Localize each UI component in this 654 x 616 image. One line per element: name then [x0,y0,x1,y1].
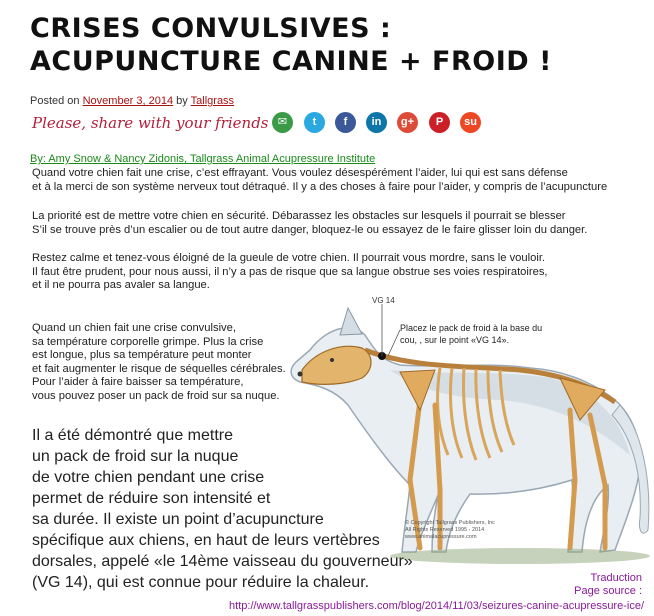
google-plus-share-button[interactable] [397,112,418,133]
share-label: Please, share with your friends [32,114,269,132]
text-line: (VG 14), qui est connue pour réduire la chaleur. [32,574,370,591]
text-line: spécifique aux chiens, en haut de leurs vertèbres [32,532,380,549]
text-line: cou, , sur le point «VG 14». [400,335,510,345]
facebook-icon: f [343,116,348,128]
text-line: All Rights Reserved 1995 - 2014 [405,527,485,533]
stumbleupon-icon: su [464,116,477,128]
post-date-link[interactable]: November 3, 2014 [82,95,174,107]
email-icon: ✉ [277,116,288,128]
posted-on-label: Posted on [30,95,80,107]
text-line: Il faut être prudent, pour nous aussi, il n’y a pas de risque que sa langue obstrue ses voies respiratoires, [32,265,548,278]
linkedin-share-button[interactable] [366,112,387,133]
text-line: permet de réduire son intensité et [32,490,271,507]
post-title [30,12,640,78]
twitter-share-button[interactable] [304,112,325,133]
text-line: et à la merci de son système nerveux tout détraqué. Il y a des choses à faire pour l’aider, y compris de l’acupuncture [32,180,608,193]
google-plus-icon: g+ [400,116,415,128]
by-label: by [176,95,188,107]
text-line: vous pouvez poser un pack de froid sur sa nuque. [32,389,280,402]
pinterest-share-button[interactable] [429,112,450,133]
text-line: sa durée. Il existe un point d’acupuncture [32,511,324,528]
text-line: © Copyright Tallgrass Publishers, Inc [405,520,495,526]
text-line: Il a été démontré que mettre [32,427,233,444]
text-line: Quand votre chien fait une crise, c’est effrayant. Vous voulez désespérément l’aider, lui qui est sans défense [32,167,568,179]
cold-pack-callout [400,322,542,346]
paragraph-safety [32,210,587,237]
source-url-link[interactable]: http://www.tallgrasspublishers.com/blog/2014/11/03/seizures-canine-acupressure-ice/ [229,600,644,612]
illustration-copyright [405,520,495,541]
text-line: S’il se trouve près d’un escalier ou de tout autre danger, bloquez-le ou essayez de le faire glisser loin du danger. [32,223,588,236]
post-title-line-2: ACUPUNCTURE CANINE + FROID ! [30,46,552,77]
text-line: Placez le pack de froid à la base du [400,323,543,333]
vg14-point-label: VG 14 [372,296,395,305]
paragraph-calm [32,252,548,293]
facebook-share-button[interactable] [335,112,356,133]
text-line: et fait augmenter le risque de séquelles cérébrales. [32,362,286,375]
text-line: de votre chien pendant une crise [32,469,265,486]
post-title-line-1: CRISES CONVULSIVES : [30,13,392,44]
byline-link[interactable]: By: Amy Snow & Nancy Zidonis, Tallgrass Animal Acupressure Institute [30,153,376,165]
text-line: La priorité est de mettre votre chien en sécurité. Débarassez les obstacles sur lesquels il pourrait se blesser [32,210,566,222]
text-line: www.animalacupressure.com [405,534,477,540]
email-share-button[interactable] [272,112,293,133]
author-link[interactable]: Tallgrass [190,95,235,107]
pinterest-icon: P [435,116,444,128]
text-line: et il ne pourra pas avaler sa langue. [32,279,210,291]
text-line: Pour l’aider à faire baisser sa température, [32,376,244,389]
linkedin-icon: in [371,116,382,128]
post-meta [30,95,234,107]
source-credit [574,572,642,598]
twitter-icon: t [312,116,317,128]
text-line: est longue, plus sa température peut monter [32,349,252,362]
translation-label: Traduction [590,572,642,584]
stumbleupon-share-button[interactable] [460,112,481,133]
text-line: dorsales, appelé «le 14ème vaisseau du gouverneur» [32,553,413,570]
paragraph-acupoint [32,425,413,593]
paragraph-intro [32,167,607,194]
text-line: un pack de froid sur la nuque [32,448,239,465]
paragraph-temperature [32,322,286,404]
text-line: Restez calme et tenez-vous éloigné de la gueule de votre chien. Il pourrait vous mordre, sans le vouloir. [32,252,546,264]
text-line: Quand un chien fait une crise convulsive, [32,322,236,334]
text-line: sa température corporelle grimpe. Plus la crise [32,335,264,348]
source-page-label: Page source : [574,585,642,597]
